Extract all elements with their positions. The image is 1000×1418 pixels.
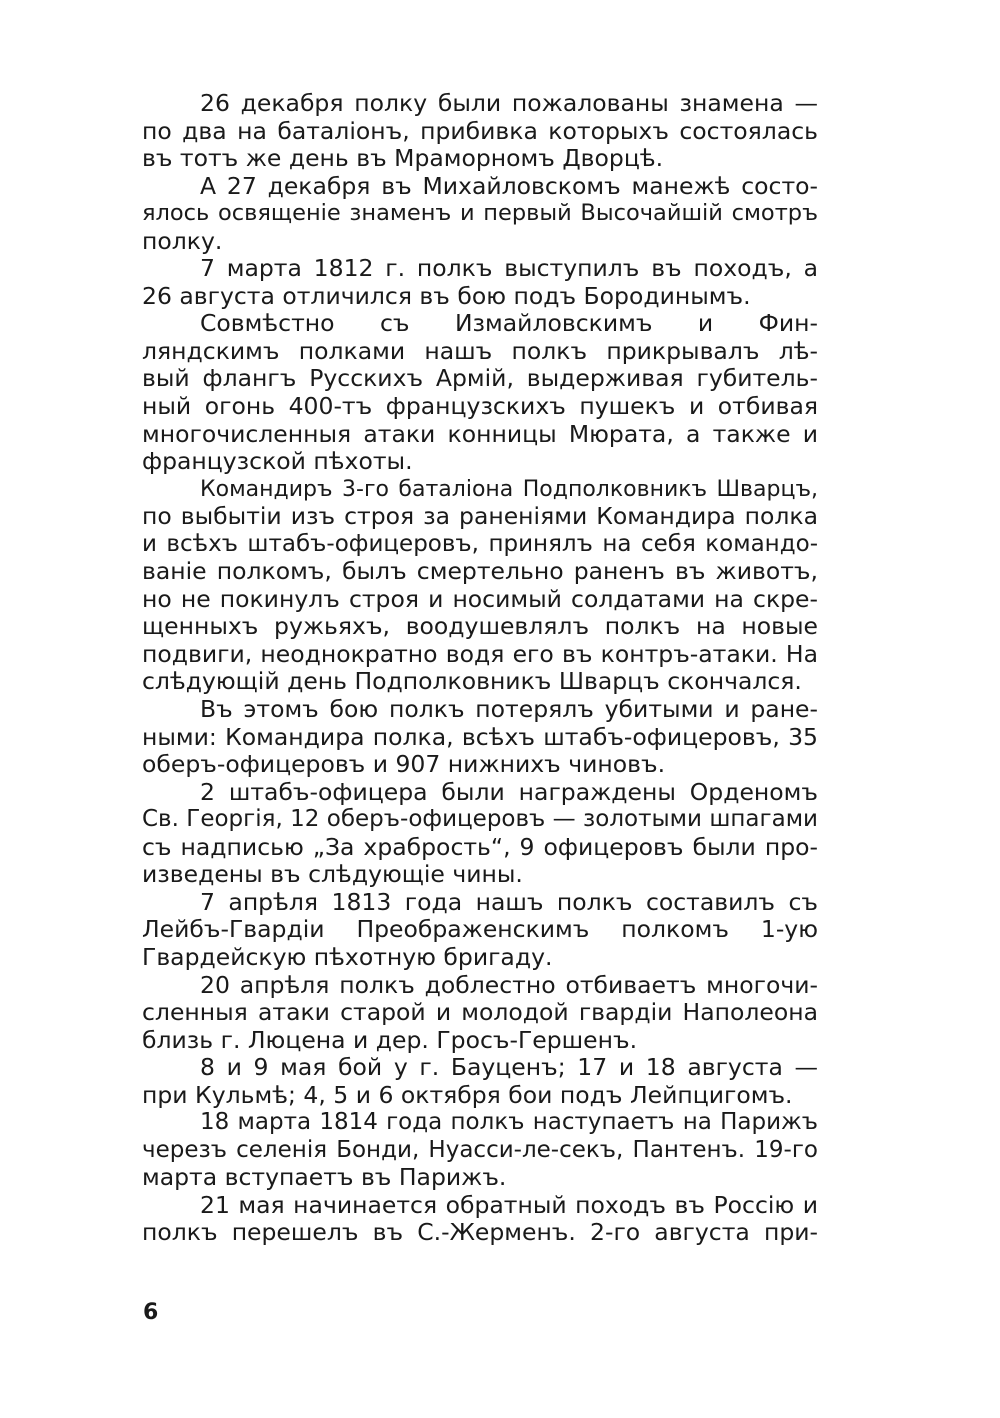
text-line: Лейбъ-Гвардіи Преображенскимъ полкомъ 1-ую — [142, 915, 818, 944]
text-line: и всѣхъ штабъ-офицеровъ, принялъ на себя командо- — [142, 530, 818, 557]
paragraph — [142, 90, 818, 173]
paragraph — [142, 1054, 818, 1109]
text-line: въ тотъ же день въ Мраморномъ Дворцѣ. — [142, 144, 664, 173]
text-line: многочисленныя атаки конницы Мюрата, а также и — [142, 419, 818, 448]
paragraph — [142, 1109, 818, 1192]
text-line: 20 апрѣля полкъ доблестно отбиваетъ многочи- — [200, 970, 818, 999]
text-line: 26 августа отличился въ бою подъ Бородинымъ. — [142, 281, 751, 310]
text-line: Совмѣстно съ Измайловскимъ и Фин- — [200, 309, 818, 338]
text-line: А 27 декабря въ Михайловскомъ манежѣ состо- — [200, 171, 818, 200]
text-line: 8 и 9 мая бой у г. Бауценъ; 17 и 18 августа — — [200, 1053, 818, 1082]
paragraph — [142, 696, 818, 779]
text-line: полку. — [142, 226, 223, 255]
text-line: по выбытіи изъ строя за раненіями Командира полка — [142, 502, 818, 531]
paragraph — [142, 310, 818, 475]
text-line: ваніе полкомъ, былъ смертельно раненъ въ животъ, — [142, 557, 818, 586]
text-line: Гвардейскую пѣхотную бригаду. — [142, 942, 553, 971]
text-line: 21 мая начинается обратный походъ въ Россію и — [200, 1190, 818, 1219]
text-line: черезъ селенія Бонди, Нуасси-ле-секъ, Пантенъ. 19-го — [142, 1136, 818, 1163]
text-line: ными: Командира полка, всѣхъ штабъ-офицеровъ, 35 — [142, 722, 818, 751]
paragraph — [142, 1192, 818, 1247]
paragraph — [142, 779, 818, 889]
text-line: Въ этомъ бою полкъ потерялъ убитыми и ране- — [200, 695, 818, 724]
text-line: съ надписью „За храбрость“, 9 офицеровъ были про- — [142, 832, 818, 861]
text-line: ляндскимъ полками нашъ полкъ прикрывалъ лѣ- — [142, 336, 818, 365]
text-line: ный огонь 400-тъ французскихъ пушекъ и отбивая — [142, 392, 818, 421]
text-line: ялось освященіе знаменъ и первый Высочайшій смотръ — [142, 200, 818, 227]
text-line: оберъ-офицеровъ и 907 нижнихъ чиновъ. — [142, 750, 666, 779]
text-line: 7 марта 1812 г. полкъ выступилъ въ походъ, а — [200, 254, 818, 283]
text-line: 18 марта 1814 года полкъ наступаетъ на Парижъ — [200, 1109, 818, 1136]
body-text — [142, 90, 818, 1247]
text-line: по два на баталіонъ, прибивка которыхъ состоялась — [142, 116, 818, 145]
text-line: полкъ перешелъ въ С.-Жерменъ. 2-го августа при- — [142, 1218, 818, 1247]
text-line: 26 декабря полку были пожалованы знамена — — [200, 89, 818, 117]
text-line: Св. Георгія, 12 оберъ-офицеровъ — золотыми шпагами — [142, 806, 818, 833]
text-line: 7 апрѣля 1813 года нашъ полкъ составилъ съ — [200, 887, 818, 916]
text-line: близь г. Люцена и дер. Гросъ-Гершенъ. — [142, 1025, 638, 1054]
paragraph — [142, 476, 818, 696]
paragraph — [142, 889, 818, 972]
text-line: 2 штабъ-офицера были награждены Орденомъ — [200, 777, 818, 806]
text-line: изведены въ слѣдующіе чины. — [142, 860, 523, 889]
paragraph — [142, 173, 818, 256]
text-line: вый флангъ Русскихъ Армій, выдерживая губитель- — [142, 364, 818, 393]
paragraph — [142, 972, 818, 1055]
text-line: французской пѣхоты. — [142, 447, 413, 476]
text-line: подвиги, неоднократно водя его въ контръ-атаки. На — [142, 639, 818, 668]
text-line: сленныя атаки старой и молодой гвардіи Наполеона — [142, 998, 818, 1027]
text-line: но не покинулъ строя и носимый солдатами на скре- — [142, 584, 818, 613]
page-number: 6 — [143, 1300, 159, 1325]
text-line: слѣдующій день Подполковникъ Шварцъ скончался. — [142, 667, 802, 696]
text-line: марта вступаетъ въ Парижъ. — [142, 1163, 507, 1192]
text-line: при Кульмѣ; 4, 5 и 6 октября бои подъ Лейпцигомъ. — [142, 1080, 793, 1109]
paragraph — [142, 255, 818, 310]
text-line: щенныхъ ружьяхъ, воодушевлялъ полкъ на новые — [142, 612, 818, 641]
text-line: Командиръ 3-го баталіона Подполковникъ Шварцъ, — [200, 476, 818, 502]
